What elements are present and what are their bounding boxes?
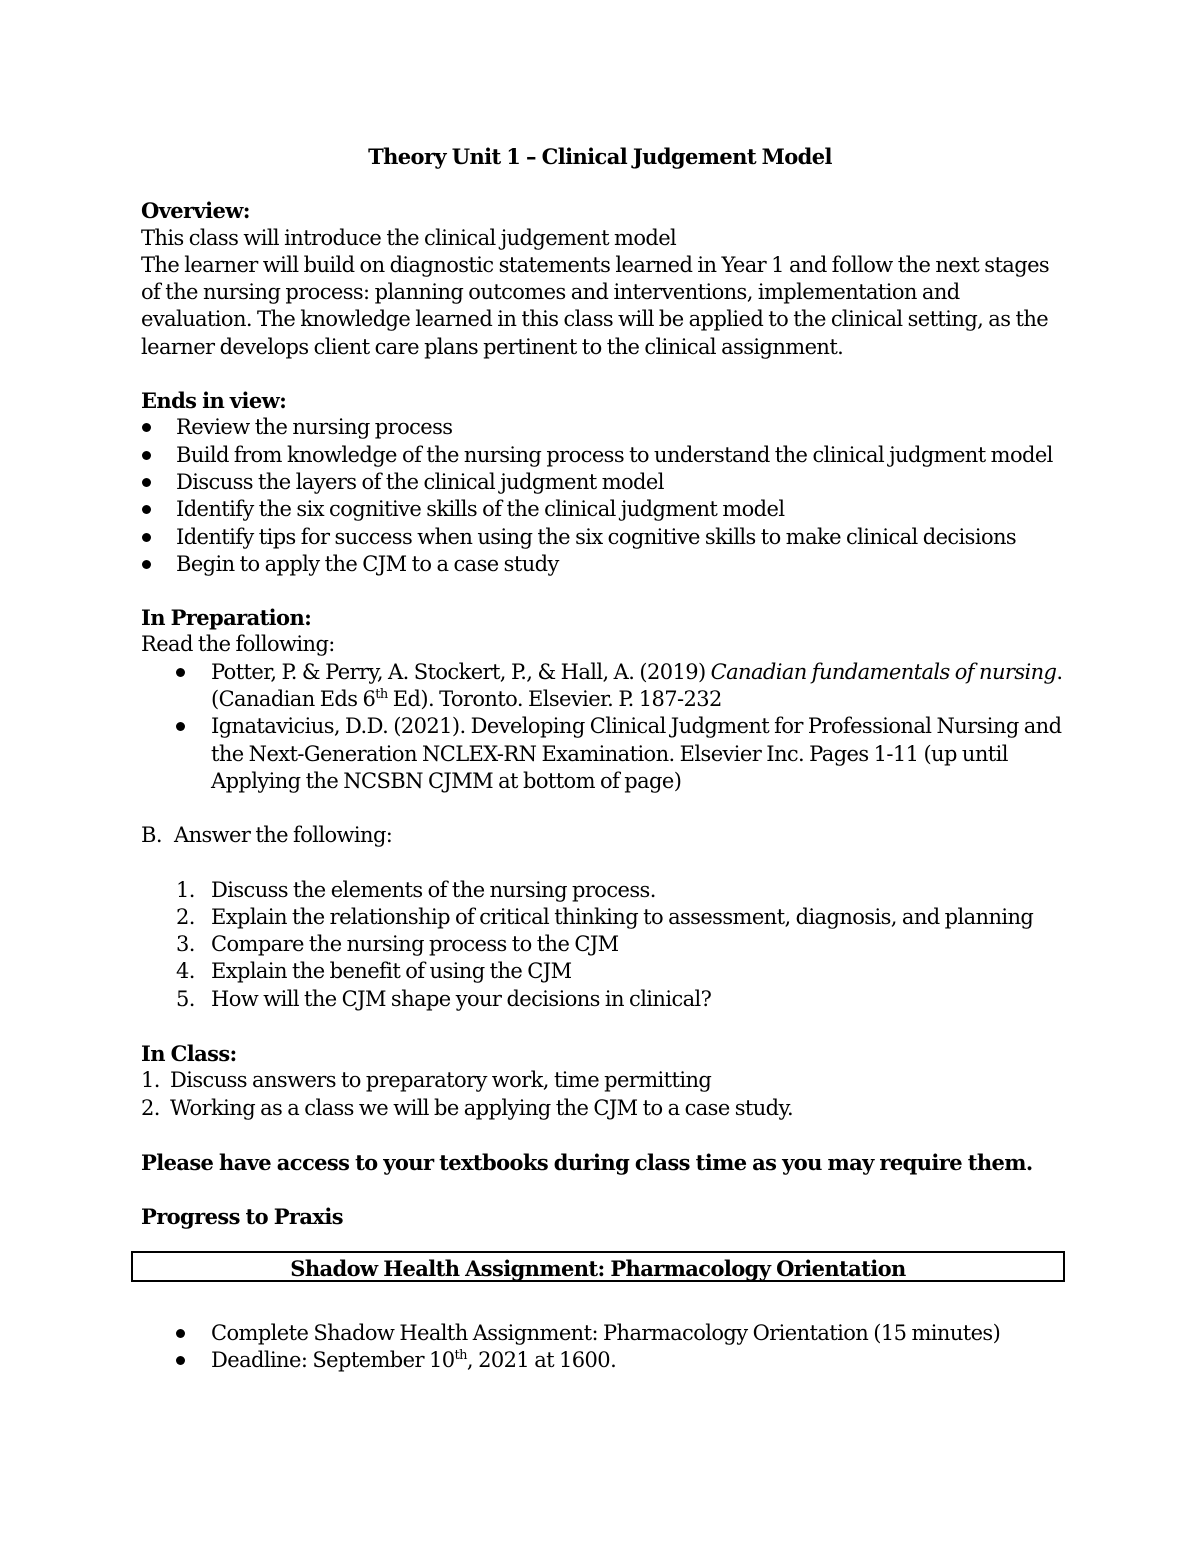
list-item: 5. How will the CJM shape your decisions in clinical? <box>176 986 712 1011</box>
progress-heading: Progress to Praxis <box>141 1204 343 1230</box>
in-class-heading: In Class: <box>141 1041 237 1067</box>
book-title: Canadian fundamentals of nursing <box>710 659 1057 684</box>
document-page <box>141 140 1071 1374</box>
textbook-notice: Please have access to your textbooks during class time as you may require them. <box>141 1149 1033 1175</box>
list-item: 1. Discuss answers to preparatory work, time permitting <box>141 1068 712 1093</box>
reference-ignatavicius: Ignatavicius, D.D. (2021). Developing Clinical Judgment for Professional Nursing and the Next-Generation NCLEX-RN Examination. Elsevier Inc. Pages 1-11 (up until Applying the NCSBN CJMM at bottom of page) <box>141 713 1071 795</box>
list-item: Complete Shadow Health Assignment: Pharmacology Orientation (15 minutes) <box>141 1320 1071 1347</box>
reference-potter: Potter, P. & Perry, A. Stockert, P., & Hall, A. (2019) Canadian fundamentals of nursing. (Canadian Eds 6th Ed). Toronto. Elsevier. P. 187-232 <box>141 659 1071 714</box>
reading-list <box>141 659 1071 795</box>
overview-line: This class will introduce the clinical judgement model <box>141 225 677 250</box>
list-item: Build from knowledge of the nursing process to understand the clinical judgment model <box>141 442 1071 469</box>
list-item: Begin to apply the CJM to a case study <box>141 551 1071 578</box>
overview-paragraph: The learner will build on diagnostic statements learned in Year 1 and follow the next stages of the nursing process: planning outcomes and interventions, implementation and evaluation. The knowledge learned in this class will be applied to the clinical setting, as the learner develops client care plans pertinent to the clinical assignment. <box>141 252 1050 359</box>
list-item: Identify the six cognitive skills of the clinical judgment model <box>141 496 1071 523</box>
ends-in-view-heading: Ends in view: <box>141 388 287 414</box>
list-item: 3. Compare the nursing process to the CJM <box>176 932 619 957</box>
answer-label: B. Answer the following: <box>141 823 393 848</box>
in-preparation-heading: In Preparation: <box>141 605 312 631</box>
list-item: 1. Discuss the elements of the nursing process. <box>176 877 656 902</box>
list-item: Identify tips for success when using the six cognitive skills to make clinical decisions <box>141 524 1071 551</box>
in-class-list <box>141 1067 1071 1122</box>
overview-heading: Overview: <box>141 198 250 224</box>
assignment-list <box>141 1320 1071 1375</box>
list-item: 2. Explain the relationship of critical thinking to assessment, diagnosis, and planning <box>176 904 1034 929</box>
question-list <box>141 877 1071 1013</box>
list-item: Review the nursing process <box>141 414 1071 441</box>
deadline-item: Deadline: September 10th, 2021 at 1600. <box>141 1347 1071 1374</box>
page-title: Theory Unit 1 – Clinical Judgement Model <box>368 144 832 169</box>
list-item: 2. Working as a class we will be applying the CJM to a case study. <box>141 1095 794 1120</box>
list-item: 4. Explain the benefit of using the CJM <box>176 959 572 984</box>
read-label: Read the following: <box>141 632 335 657</box>
ends-in-view-list <box>141 414 1071 578</box>
list-item: Discuss the layers of the clinical judgment model <box>141 469 1071 496</box>
assignment-box-title: Shadow Health Assignment: Pharmacology Orientation <box>131 1251 1065 1282</box>
